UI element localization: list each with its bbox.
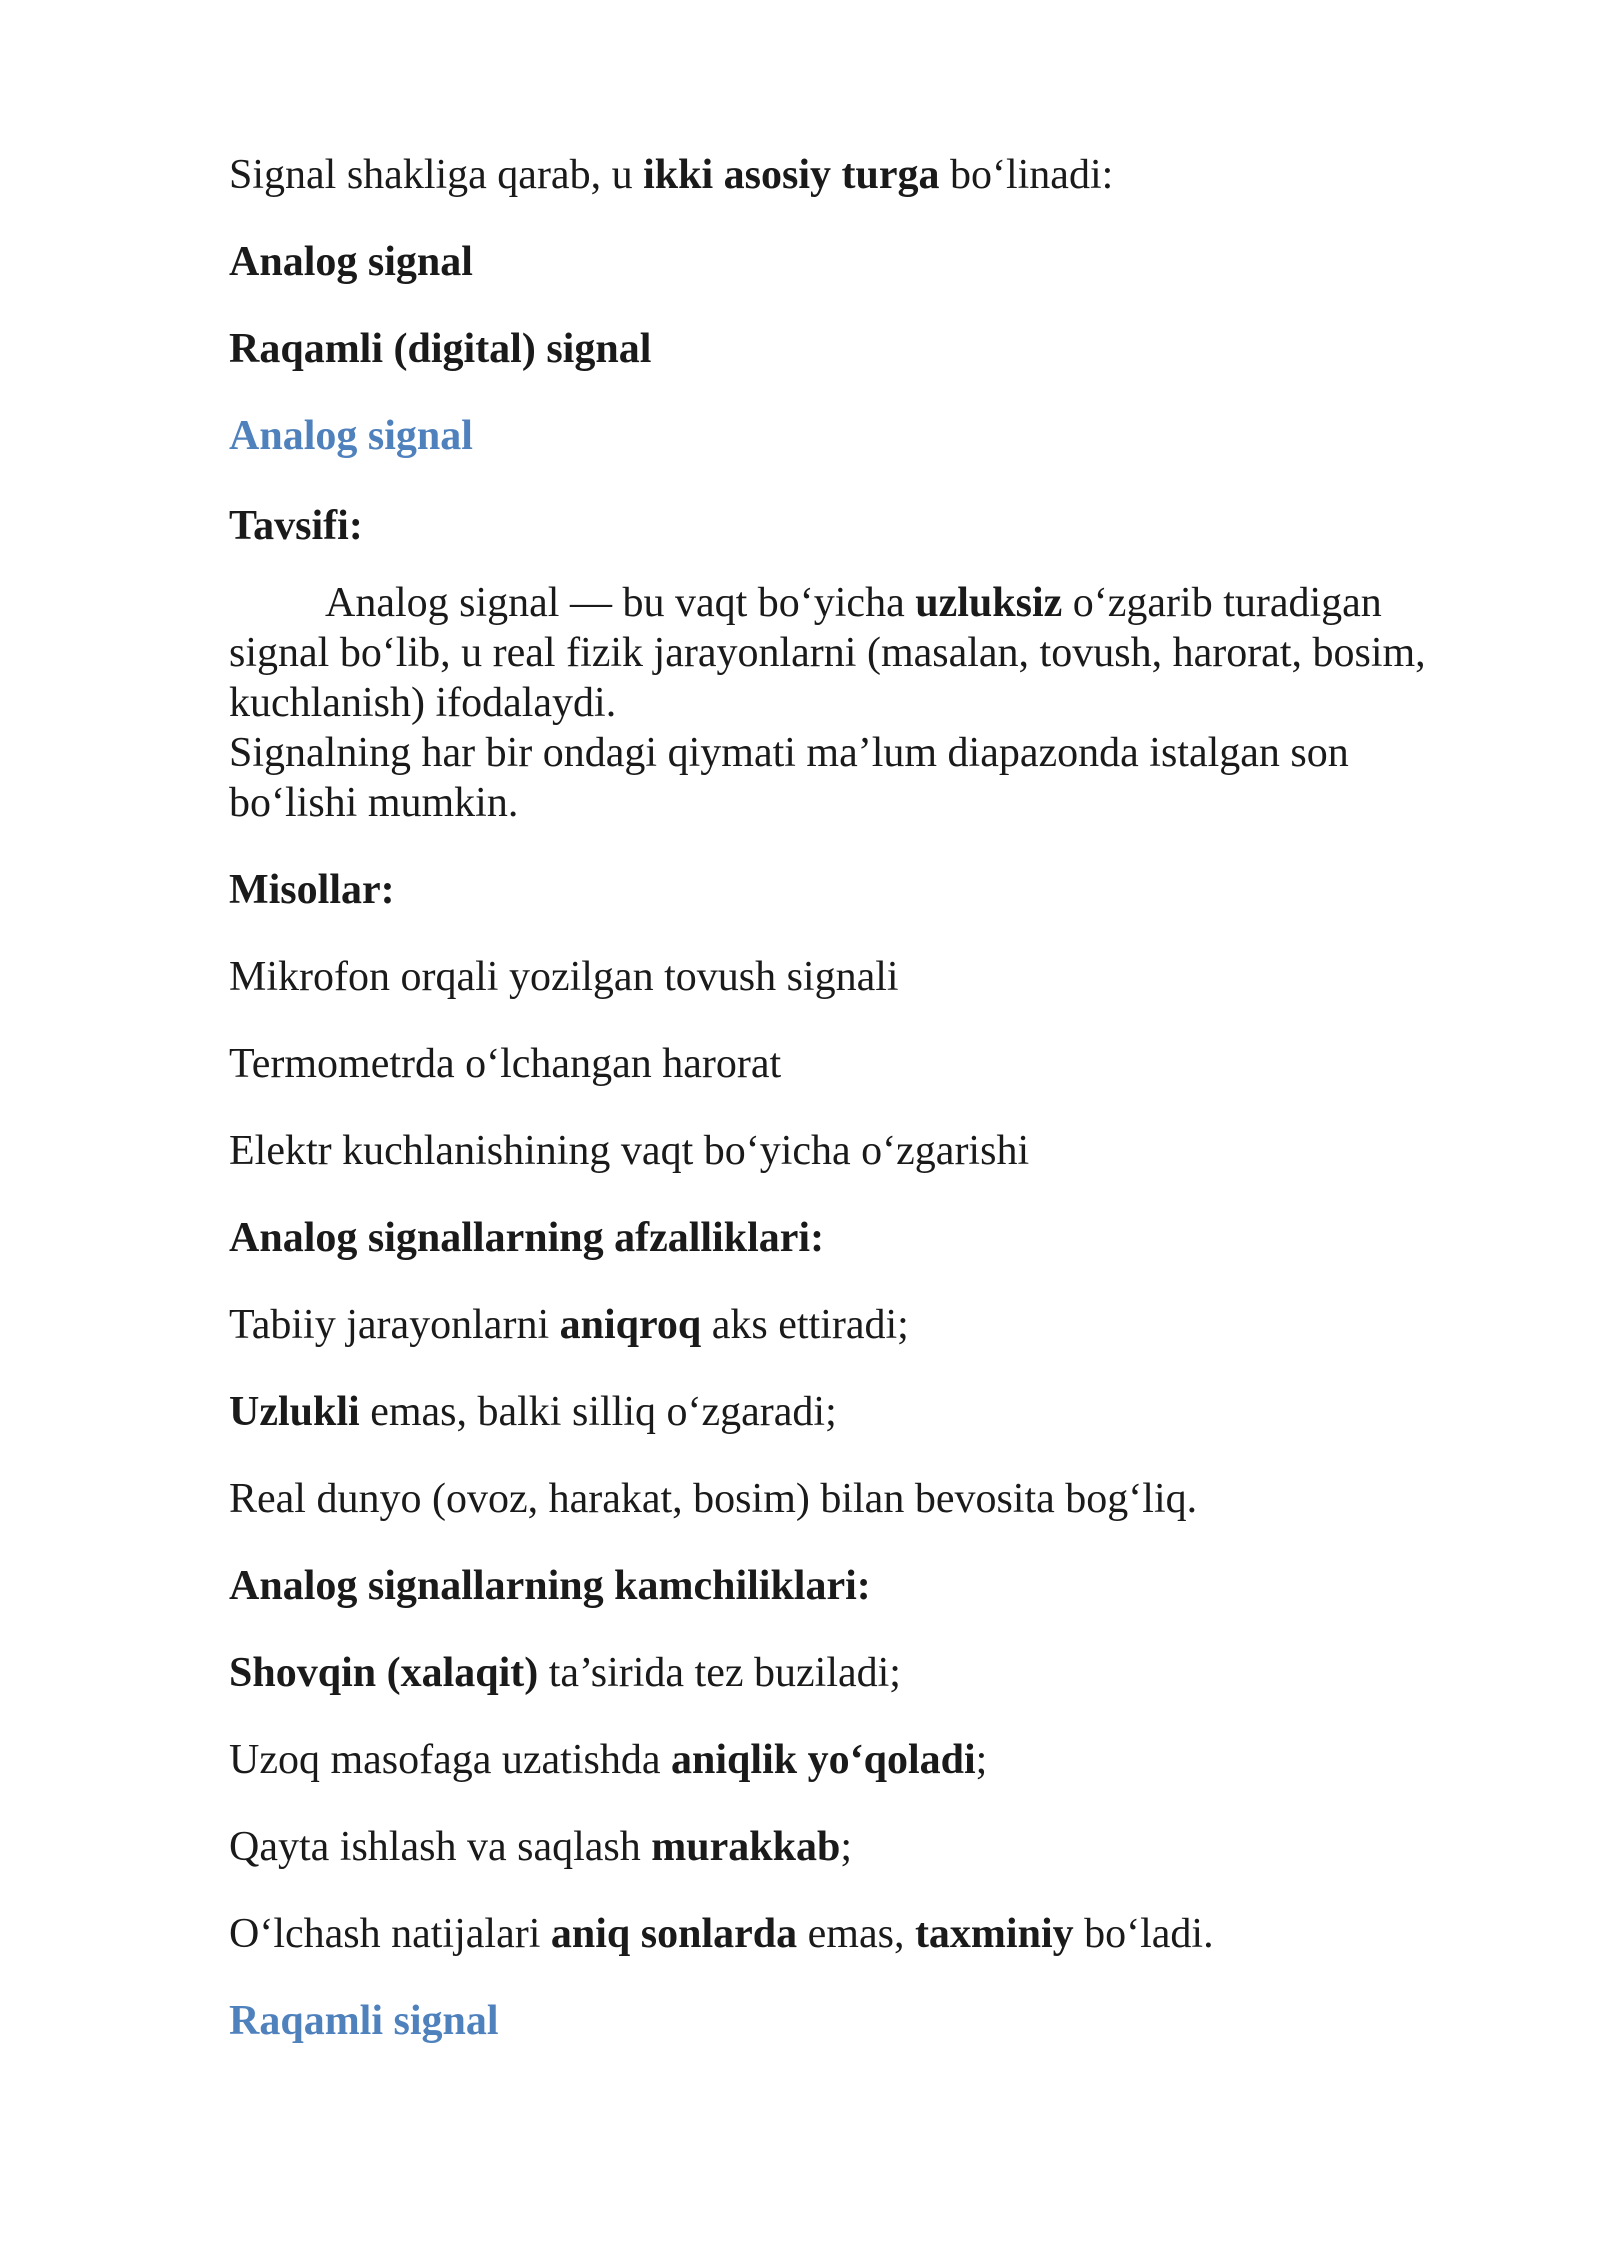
disadvantage-bold-text: aniq sonlarda <box>550 1911 798 1957</box>
disadvantage-text-end: ; <box>975 1737 988 1783</box>
intro-bold-text: ikki asosiy turga <box>643 152 940 198</box>
disadvantage-text-end: bo‘ladi. <box>1073 1911 1214 1957</box>
advantage-bold-text: aniqroq <box>559 1302 702 1348</box>
description-text: Analog signal — bu vaqt bo‘yicha <box>325 580 916 626</box>
disadvantage-text-end: ; <box>840 1824 852 1870</box>
disadvantage-bold-text: Shovqin (xalaqit) <box>229 1650 539 1696</box>
disadvantage-text: Uzoq masofaga uzatishda <box>229 1737 672 1783</box>
advantage-text: Tabiiy jarayonlarni <box>229 1302 560 1348</box>
type-analog: Analog signal <box>229 239 473 285</box>
disadvantages-label: Analog signallarning kamchiliklari: <box>229 1563 871 1609</box>
intro-text-end: bo‘linadi: <box>939 152 1114 198</box>
intro-paragraph <box>229 150 1469 200</box>
advantage-text: Real dunyo (ovoz, harakat, bosim) bilan bevosita bog‘liq. <box>229 1476 1198 1522</box>
advantage-item <box>229 1300 1469 1350</box>
example-item: Termometrda o‘lchangan harorat <box>229 1041 782 1087</box>
advantage-bold-text: Uzlukli <box>229 1389 360 1435</box>
advantage-item <box>229 1387 1469 1437</box>
disadvantage-bold-text: murakkab <box>651 1824 841 1870</box>
example-item: Mikrofon orqali yozilgan tovush signali <box>229 954 899 1000</box>
description-paragraph <box>229 578 1469 728</box>
disadvantage-bold-text: aniqlik yo‘qoladi <box>671 1737 976 1783</box>
section-heading-analog: Analog signal <box>229 413 473 459</box>
disadvantage-text: Qayta ishlash va saqlash <box>229 1824 652 1870</box>
description-bold-text: uzluksiz <box>915 580 1063 626</box>
disadvantage-item <box>229 1909 1469 1959</box>
description-block <box>229 578 1469 828</box>
advantage-text-end: emas, balki silliq o‘zgaradi; <box>359 1389 837 1435</box>
disadvantage-bold-text-2: taxminiy <box>914 1911 1074 1957</box>
disadvantage-text-end: ta’sirida tez buziladi; <box>538 1650 901 1696</box>
type-digital: Raqamli (digital) signal <box>229 326 652 372</box>
disadvantage-item <box>229 1822 1469 1872</box>
section-heading-digital: Raqamli signal <box>229 1998 499 2044</box>
disadvantage-text: O‘lchash natijalari <box>229 1911 551 1957</box>
misollar-label: Misollar: <box>229 867 395 913</box>
advantage-text-end: aks ettiradi; <box>701 1302 909 1348</box>
document-page <box>229 150 1469 2083</box>
advantages-label: Analog signallarning afzalliklari: <box>229 1215 825 1261</box>
description-line-2: Signalning har bir ondagi qiymati ma’lum diapazonda istalgan son bo‘lishi mumkin. <box>229 730 1349 826</box>
disadvantage-item <box>229 1735 1469 1785</box>
example-item: Elektr kuchlanishining vaqt bo‘yicha o‘zgarishi <box>229 1128 1030 1174</box>
description-text-end: o‘zgarib turadigan signal bo‘lib, u real fizik jarayonlarni (masalan, tovush, harorat, bosim, kuchlanish) ifodalaydi. <box>229 580 1426 726</box>
tavsif-label: Tavsifi: <box>229 503 363 549</box>
intro-text: Signal shakliga qarab, u <box>229 152 644 198</box>
disadvantage-item <box>229 1648 1469 1698</box>
disadvantage-text-mid: emas, <box>797 1911 915 1957</box>
advantage-item <box>229 1474 1469 1524</box>
